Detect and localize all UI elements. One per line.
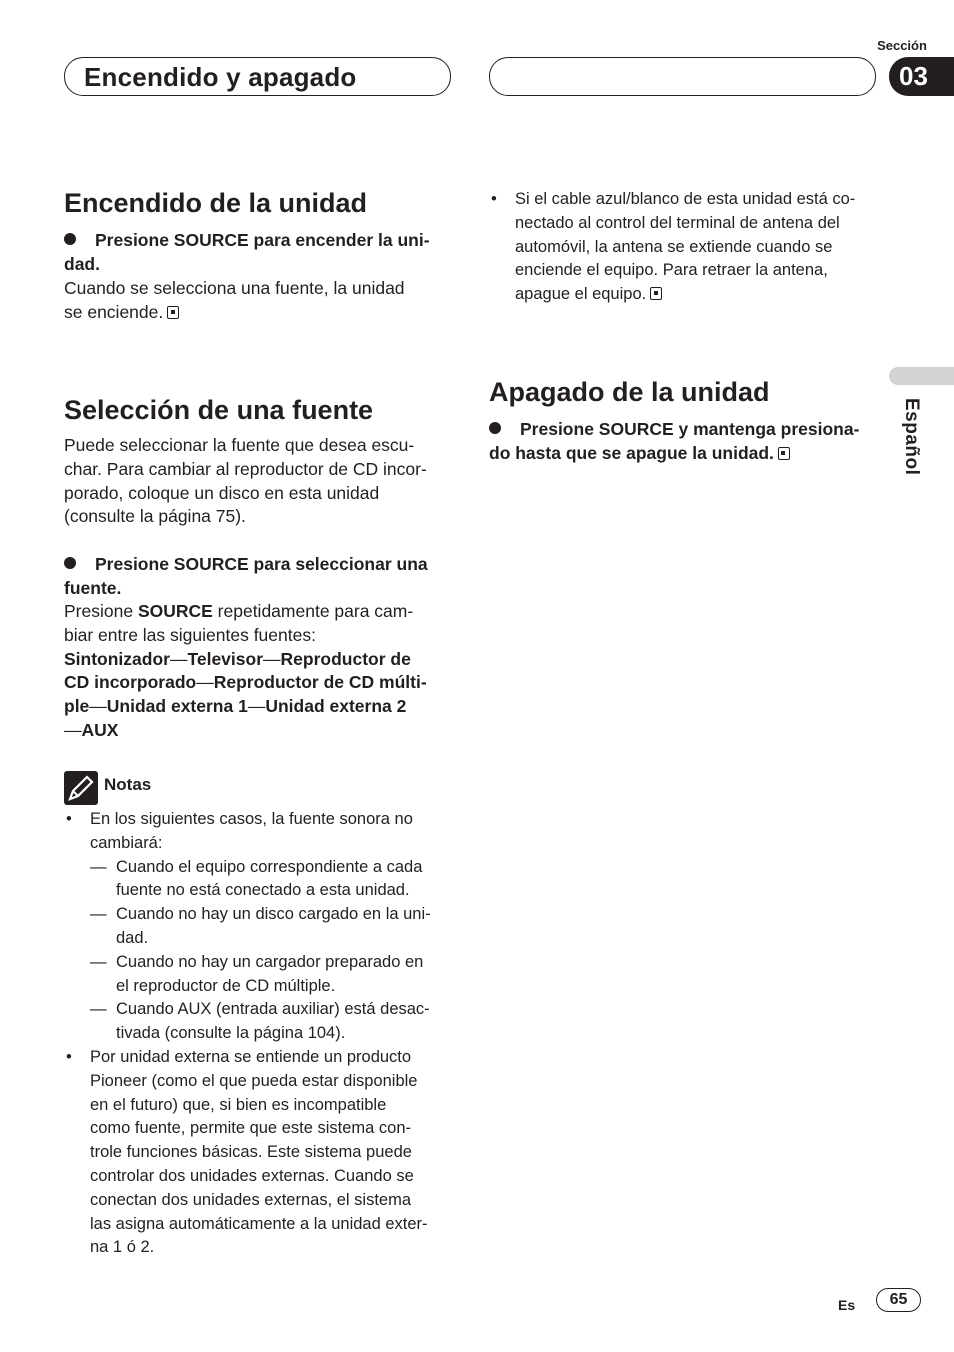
source-select-body: Presione SOURCE repetidamente para cam- biar entre las siguientes fuentes: Sintonizador—Televisor—Reproductor de CD incorporado—Reproductor de CD múlti- ple—Unidad externa 1—Unidad externa 2 —AUX bbox=[64, 601, 427, 740]
end-mark-icon bbox=[167, 306, 179, 319]
notes-pencil-icon bbox=[64, 771, 98, 805]
section-label: Sección bbox=[877, 38, 927, 53]
notes-subitem: — Cuando el equipo correspondiente a cada fuente no está conectado a esta unidad. bbox=[90, 857, 423, 900]
footer-lang-code: Es bbox=[838, 1297, 856, 1313]
heading-power-on: Encendido de la unidad bbox=[64, 188, 368, 218]
page-number: 65 bbox=[876, 1288, 921, 1312]
heading-power-off: Apagado de la unidad bbox=[489, 377, 770, 407]
end-mark-icon bbox=[778, 447, 790, 460]
notes-subitem: — Cuando no hay un disco cargado en la uni- dad. bbox=[90, 905, 431, 947]
heading-source-select: Selección de una fuente bbox=[64, 395, 374, 425]
bullet-dot-icon bbox=[489, 422, 501, 434]
power-on-body: Cuando se selecciona una fuente, la unidad se enciende. bbox=[64, 278, 405, 322]
step-power-off: Presione SOURCE y mantenga presiona- do hasta que se apague la unidad. bbox=[489, 419, 860, 463]
step-power-on: Presione SOURCE para encender la uni- dad. bbox=[64, 230, 430, 274]
notes-item: • Por unidad externa se entiende un producto Pioneer (como el que pueda estar disponible en el futuro) que, si bien es incompatible como fuente, permite que este sistema con- trole funciones básicas. Este sistema puede controlar dos unidades externas. Cuando se conectan dos unidades externas, el sistema las asigna automáticamente a la unidad exter- na 1 ó 2. bbox=[66, 1047, 428, 1257]
notes-subitem: — Cuando AUX (entrada auxiliar) está desac- tivada (consulte la página 104). bbox=[90, 1000, 430, 1043]
notes-subitem: — Cuando no hay un cargador preparado en el reproductor de CD múltiple. bbox=[90, 952, 424, 995]
language-tab bbox=[889, 367, 954, 385]
notes-list bbox=[64, 808, 456, 1260]
header-blank-frame bbox=[489, 57, 876, 96]
step-source-select: Presione SOURCE para seleccionar una fuente. bbox=[64, 554, 428, 598]
section-number-tab: 03 bbox=[889, 57, 954, 96]
notes-item: • En los siguientes casos, la fuente sonora no cambiará: bbox=[66, 810, 413, 852]
source-select-intro: Puede seleccionar la fuente que desea escu- char. Para cambiar al reproductor de CD incor- porado, coloque un disco en esta unidad (consulte la página 75). bbox=[64, 435, 427, 527]
antenna-note: • Si el cable azul/blanco de esta unidad está co- nectado al control del terminal de antena del automóvil, la antena se extiende cuando se enciende el equipo. Para retraer la antena, apague el equipo. bbox=[491, 190, 856, 304]
notes-label: Notas bbox=[104, 775, 152, 794]
end-mark-icon bbox=[650, 287, 662, 300]
bullet-dot-icon bbox=[64, 557, 76, 569]
bullet-dot-icon bbox=[64, 233, 76, 245]
page-header-title: Encendido y apagado bbox=[84, 62, 357, 92]
language-label: Español bbox=[901, 398, 922, 476]
